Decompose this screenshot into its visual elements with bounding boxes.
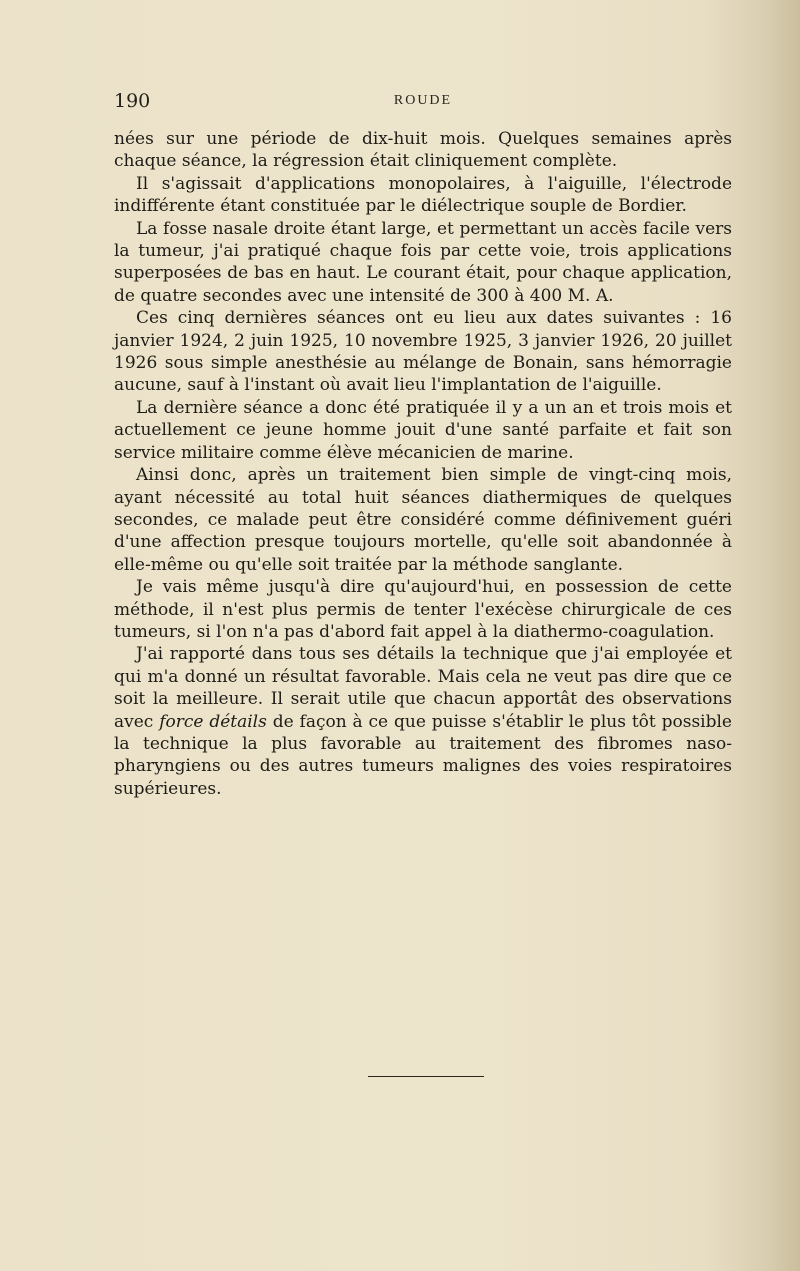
italic-emphasis: force détails <box>159 711 267 732</box>
running-head: ROUDE <box>393 93 453 108</box>
paragraph: nées sur une période de dix-huit mois. Quelques semaines après chaque séance, la régression était cliniquement complète. <box>114 129 732 172</box>
paragraph: Ces cinq dernières séances ont eu lieu aux dates suivantes : 16 janvier 1924, 2 juin 1925, 10 novembre 1925, 3 janvier 1926, 20 juillet 1926 sous simple anesthésie au mélange de Bonain, sans hémorragie aucune, sauf à l'instant où avait lieu l'implantation de l'aiguille. <box>114 308 732 396</box>
page-number: 190 <box>114 90 151 112</box>
paragraph-final <box>114 643 732 800</box>
paragraph: La fosse nasale droite étant large, et permettant un accès facile vers la tumeur, j'ai pratiqué chaque fois par cette voie, trois applications superposées de bas en haut. Le courant était, pour chaque application, de quatre secondes avec une intensité de 300 à 400 M. A. <box>114 218 732 306</box>
paragraph-text: de façon à ce que puisse s'établir le plus tôt possible la technique la plus favorable au traitement des fibromes naso-pharyngiens ou des autres tumeurs malignes des voies respiratoires supérieures. <box>114 711 732 799</box>
page-header <box>114 90 732 116</box>
body-text <box>114 128 732 800</box>
paragraph: Ainsi donc, après un traitement bien simple de vingt-cinq mois, ayant nécessité au total huit séances diathermiques de quelques secondes, ce malade peut être considéré comme définivement guéri d'une affection presque toujours mortelle, qu'elle soit abandonnée à elle-même ou qu'elle soit traitée par la méthode sanglante. <box>114 465 732 575</box>
paragraph-text: J'ai rapporté dans tous ses détails la technique que j'ai employée et qui m'a donné un résultat favorable. Mais cela ne veut pas dire que ce soit la meilleure. Il serait utile que chacun apportât des observations avec <box>114 644 732 732</box>
paragraph: Je vais même jusqu'à dire qu'aujourd'hui, en possession de cette méthode, il n'est plus permis de tenter l'exécèse chirurgicale de ces tumeurs, si l'on n'a pas d'abord fait appel à la diathermo-coagulation. <box>114 577 732 642</box>
paragraph: Il s'agissait d'applications monopolaires, à l'aiguille, l'électrode indifférente étant constituée par le diélectrique souple de Bordier. <box>114 173 732 217</box>
end-rule <box>368 1076 484 1077</box>
paragraph: La dernière séance a donc été pratiquée il y a un an et trois mois et actuellement ce jeune homme jouit d'une santé parfaite et fait son service militaire comme élève mécanicien de marine. <box>114 397 732 463</box>
